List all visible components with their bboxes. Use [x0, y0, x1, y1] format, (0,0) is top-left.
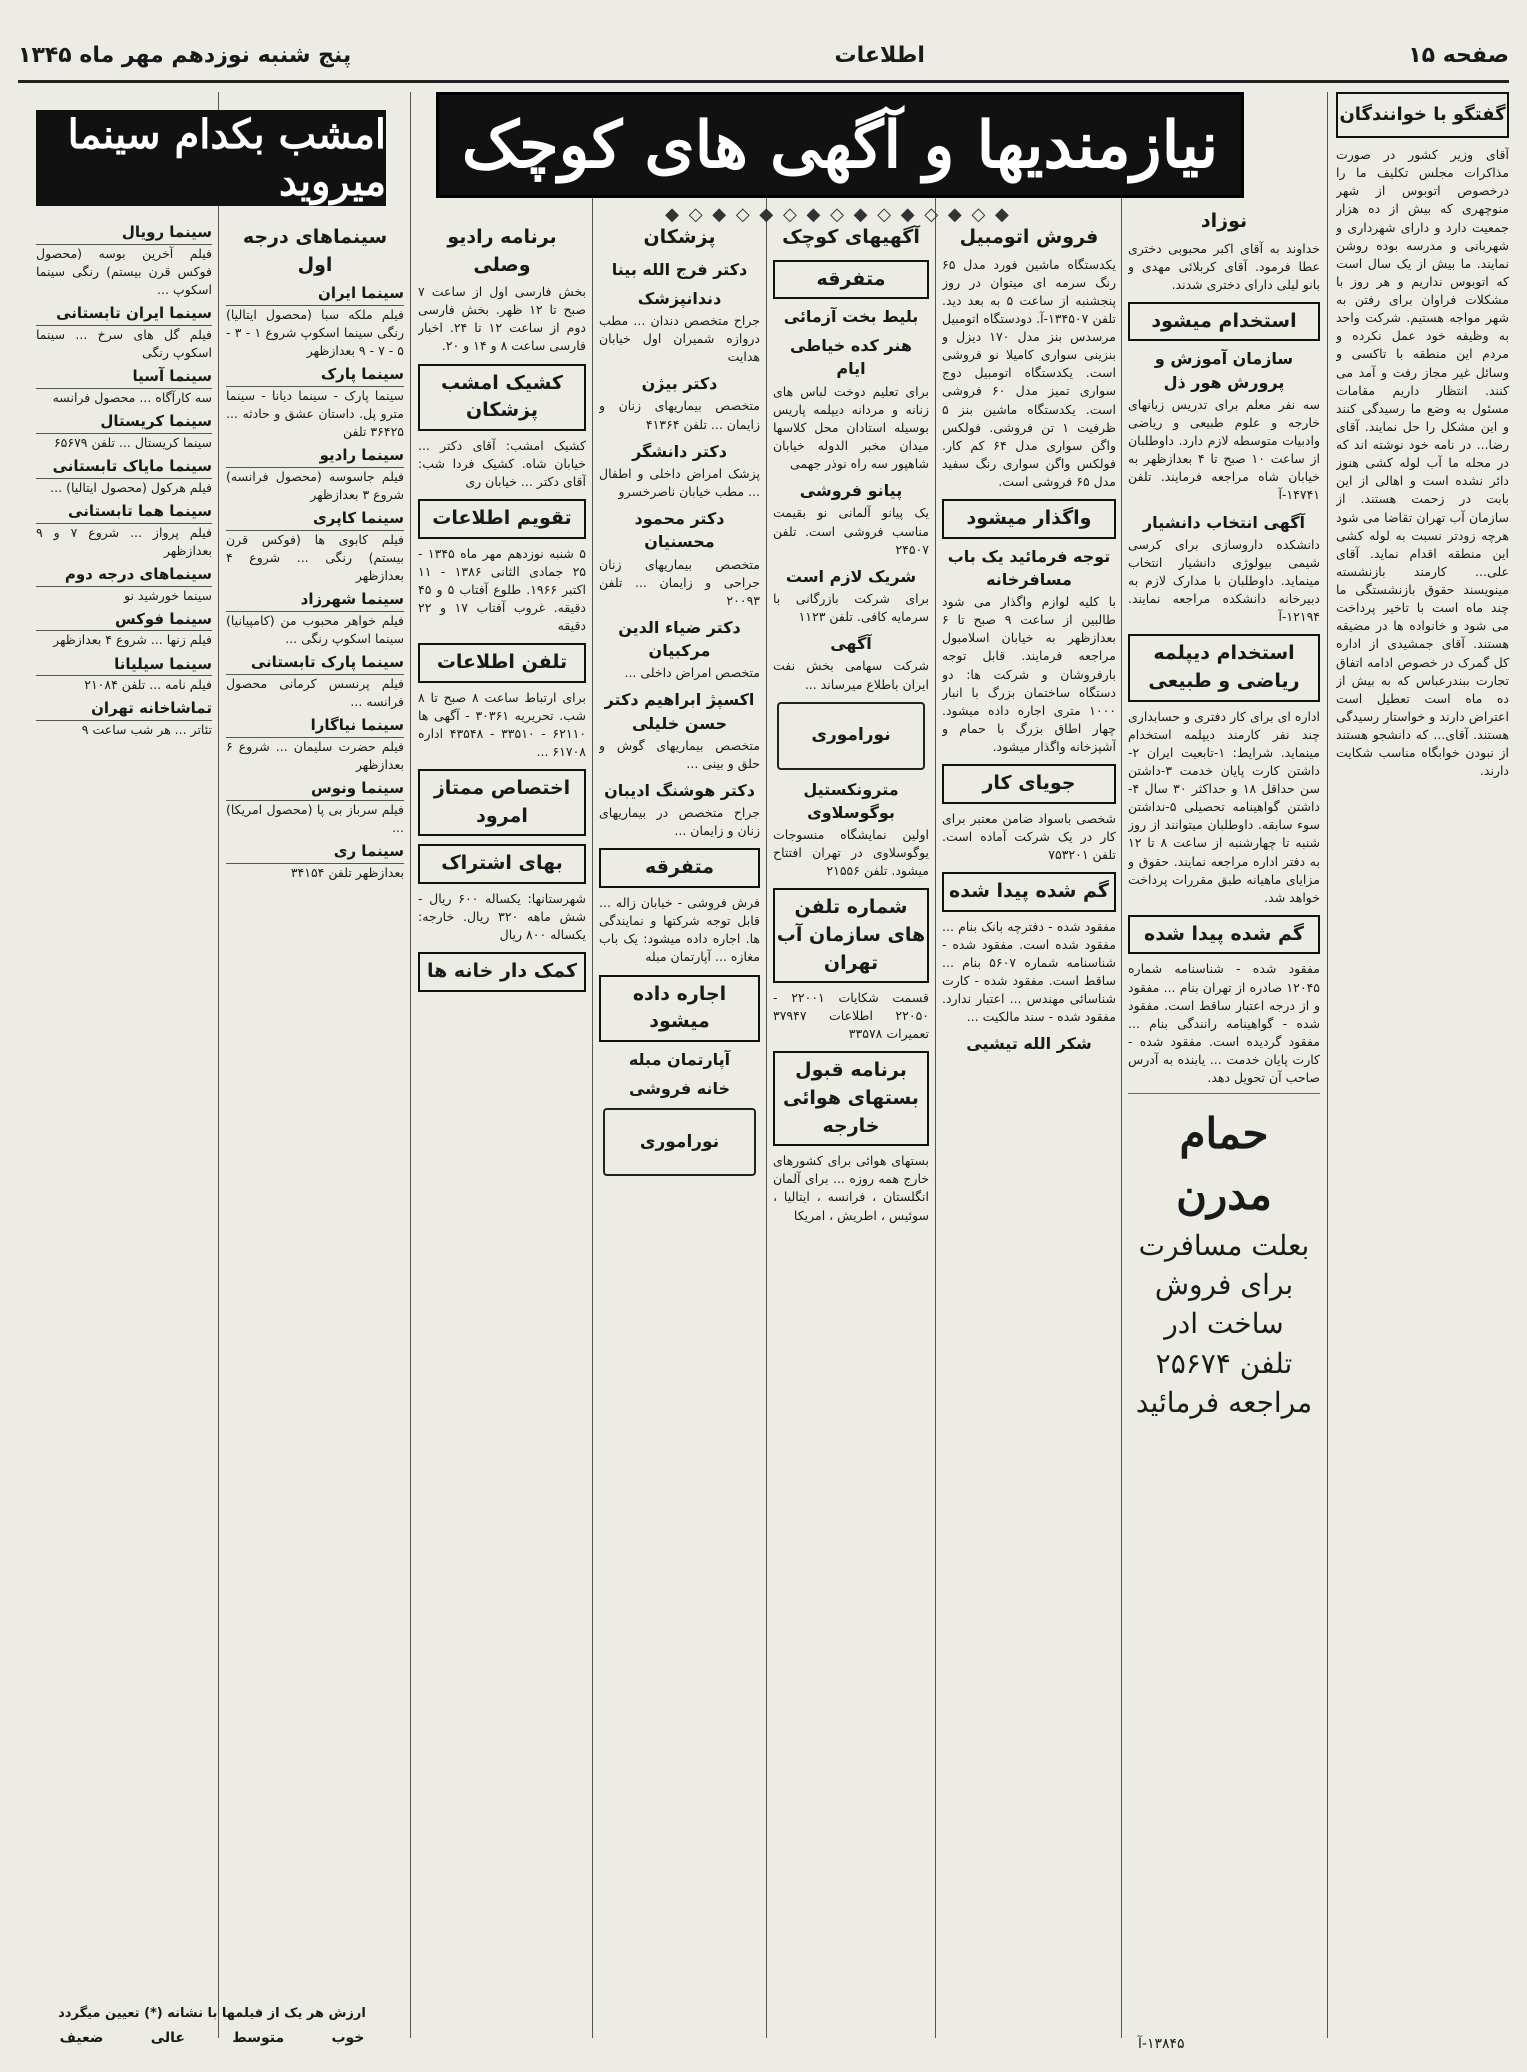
column-rule — [218, 92, 219, 2038]
cinema-text: سینما پارک - سینما دیانا - سینما مترو پل. داستان عشق و حادثه ... ۳۶۴۲۵ تلفن — [226, 387, 404, 440]
doctor-name: دکتر ضیاء الدین مرکبیان — [618, 617, 741, 661]
cinema-name: سینما نیاگارا — [226, 715, 404, 738]
job-seeking-title: جویای کار — [942, 764, 1116, 804]
footer-code: ۱۳۸۴۵-آ — [1138, 2036, 1185, 2052]
cinema-entry — [226, 283, 404, 360]
water-phones-title: شماره تلفن های سازمان آب تهران — [773, 888, 929, 983]
cinema-name: سینما ایران تابستانی — [36, 303, 212, 326]
doctor-text: متخصص بیماریهای زنان جراحی و زایمان ... تلفن ۲۰۰۹۳ — [599, 556, 760, 608]
doctor-name: دکتر بیژن — [641, 374, 718, 394]
cars-text: یکدستگاه ماشین فورد مدل ۶۵ رنگ سرمه ای میتوان در روز پنجشنبه از ساعت ۵ به بعد دید. تلفن ۱۳۴۵۰۷-آ. دودستگاه اتومبیل مرسدس بنز مدل ۱۷۰ دیزل و بنزینی سواری کامیلا نو فروشی است. یکدستگاه اتومبیل دوج سواری تمیز مدل ۶۰ فروشی است. یکدستگاه ماشین بنز ۵ ظرفیت ۱ تن فروشی. فولکس واگن سواری مدل ۶۴ کم کار. فولکس واگن سواری رنگ سفید مدل ۶۵ فروشی است. — [942, 256, 1116, 490]
calendar-text: ۵ شنبه نوزدهم مهر ماه ۱۳۴۵ - ۲۵ جمادی الثانی ۱۳۸۶ - ۱۱ اکتبر ۱۹۶۶. طلوع آفتاب ۵ و ۴۵ دقیقه. غروب آفتاب ۱۷ و ۲۲ دقیقه — [418, 545, 586, 634]
rating-scale — [36, 2030, 388, 2052]
rent2-title: اجاره داده میشود — [599, 975, 760, 1042]
cinemas-column-2 — [36, 218, 212, 1998]
airmail-title: برنامه قبول بستهای هوائی خارجه — [773, 1051, 929, 1146]
cinema-text: فیلم زنها ... شروع ۴ بعدازظهر — [53, 632, 212, 648]
cinema-name: سینماهای درجه دوم — [36, 564, 212, 587]
doctor-name: دکتر فرج الله بینا — [611, 259, 748, 279]
small-ads-column — [773, 218, 929, 2038]
cinema-name: سینما پارک تابستانی — [226, 652, 404, 675]
cinema-entry — [226, 508, 404, 585]
readers-column — [1336, 92, 1509, 2038]
cinema-entry — [226, 589, 404, 648]
signature: شکر الله تیشیی — [966, 1034, 1092, 1054]
tailor-text: برای تعلیم دوخت لباس های زنانه و مردانه دیپلمه پاریس بوسیله استادان محل کلاسها میدان مخبر الدوله خیابان شاهپور سه راه نوذر جهمی — [773, 383, 929, 472]
rating-legend: ارزش هر یک از فیلمها با نشانه (*) تعیین میگردد — [58, 2006, 366, 2021]
cinema-text: فیلم نامه ... تلفن ۲۱۰۸۴ — [84, 677, 212, 693]
rent-subtitle: توجه فرمائید یک باب مسافرخانه — [947, 546, 1111, 589]
employment-3-title: استخدام دیپلمه ریاضی و طبیعی — [1128, 634, 1320, 701]
readers-text: آقای وزیر کشور در صورت مذاکرات مجلس تکلیف ما را درخصوص اتوبوس از شهر منوچهری که بیش از ده هزار جمعیت دارد و دارای شهرداری و شهربانی و مدرسه بوده روشن نمایند. ما بیش از یک سال است که اتوبوس نداریم و هر روز با مشکلات فراوان برای رفتن به شهر مواجه هستیم. شرکت واحد به وظیفه خود عمل نکرده و مردم این منطقه با تاکسی و وسائل غیر مجاز رفت و آمد می کنند. انتظار داریم مقامات مسئول به وضع ما رسیدگی کنند و این مشکل را حل نمایند. آقای رضا... در نامه خود نوشته اند که در محله ما آب لوله کشی هنوز دائر نشده است و اهالی از این بابت در زحمت هستند. از سازمان آب تهران تقاضا می شود هرچه زودتر نسبت به لوله کشی این منطقه اقدام نماید. آقای علی... کارمند بازنشسته مینویسند حقوق بازنشستگی ما چند ماه است با تاخیر پرداخت می شود و خانواده ها در مضیقه هستند. آقای جمشیدی از اداره کل گمرک در خصوص ادامه اتفاق تجارت ببندرعباس که به بیش از ده ماه است تعطیل است اعتراض دارند و خواستار رسیدگی هستند. آقای... که دانشجو هستند از نبودن خوابگاه مناسب شکایت دارند. — [1336, 147, 1509, 779]
tonight-cinema-banner: امشب بکدام سینما میروید — [36, 110, 386, 206]
cinema-name: سینما هما تابستانی — [36, 501, 212, 524]
cinema-text: سینما خورشید نو — [124, 587, 212, 603]
furnished-apartment: آپارتمان مبله — [628, 1049, 731, 1069]
doctor-name: دکتر محمود محسنیان — [634, 509, 725, 552]
doctor-text: جراح متخصص دندان ... مطب دروازه شمیران اول خیابان هدایت — [599, 312, 760, 365]
cinema-entry — [36, 366, 212, 407]
employment-2-text: دانشکده داروسازی برای کرسی شیمی بیولوژی دانشیار انتخاب مینماید. داوطلبان با مدارک لازم به دبیرخانه دانشکده مراجعه نمایند. ۱۲۱۹۴-آ — [1128, 536, 1320, 625]
house-sale-title: خانه فروشی — [628, 1078, 731, 1098]
partner-title: شریک لازم است — [785, 566, 917, 586]
cinema-name: سینما آسیا — [36, 366, 212, 389]
cinema-text: فیلم ملکه سبا (محصول ایتالیا) رنگی سینما اسکوپ شروع ۱ - ۳ - ۵ - ۷ - ۹ بعدازظهر — [226, 306, 404, 359]
cinema-text: فیلم آخرین بوسه (محصول فوکس قرن بیستم) رنگی سینما اسکوپ ... — [36, 245, 212, 297]
notice-title: آگهی — [830, 634, 872, 654]
rating-label: متوسط — [232, 2030, 285, 2046]
column-rule — [410, 92, 411, 2038]
bath-ad-title: حمام مدرن — [1176, 1109, 1272, 1220]
column-rule — [592, 92, 593, 2038]
brand-logo: نوراموری — [777, 702, 925, 770]
doctor-text: متخصص بیماریهای زنان و زایمان ... تلفن ۴۱۳۶۴ — [599, 398, 760, 432]
column-rule — [1327, 92, 1328, 2038]
bath-ad-text: بعلت مسافرت برای فروش ساخت ادر — [1138, 1229, 1310, 1341]
pharmacy-title: کشیک امشب پزشکان — [418, 364, 586, 431]
cinema-entry — [36, 654, 212, 695]
cinema-entry — [36, 222, 212, 299]
cinema-text: فیلم گل های سرخ ... سینما اسکوپ رنگی — [36, 326, 212, 360]
cinema-entry — [226, 652, 404, 711]
brand-logo: نوراموری — [603, 1108, 756, 1176]
cinema-name: سینما پارک — [226, 364, 404, 387]
cinema-entry — [226, 778, 404, 837]
cinemas-title: سینماهای درجه اول — [242, 226, 388, 276]
cinema-text: فیلم هرکول (محصول ایتالیا) ... — [50, 479, 212, 495]
cinema-name: سینما شهرزاد — [226, 589, 404, 612]
misc-title: متفرقه — [773, 260, 929, 300]
lottery-title: بلیط بخت آزمائی — [783, 307, 919, 327]
doctor-name: دکتر هوشنگ ادیبان — [604, 781, 755, 801]
radio-text: بخش فارسی اول از ساعت ۷ صبح تا ۱۲ ظهر. بخش فارسی دوم از ساعت ۱۲ تا ۲۴. اخبار فارسی ساعت ۸ و ۱۴ و ۲۰. — [418, 284, 586, 354]
cinema-text: فیلم خواهر محبوب من (کامپیانیا) سینما اسکوپ رنگی ... — [226, 613, 404, 647]
cinema-text: فیلم پرنسس کرمانی محصول فرانسه ... — [226, 676, 404, 710]
radio-title: برنامه رادیو وصلی — [447, 226, 557, 276]
doctor-name: اکسپژ ابراهیم دکتر حسن خلیلی — [604, 690, 755, 733]
column-rule — [766, 92, 767, 2038]
lost-found-title: گم شده پیدا شده — [1128, 915, 1320, 955]
doctors-title: پزشکان — [643, 226, 716, 248]
cinema-name: سینما رویال — [36, 222, 212, 245]
doctor-text: پزشک امراض داخلی و اطفال ... مطب خیابان ناصرخسرو — [599, 465, 760, 500]
misc-title-2: متفرقه — [599, 848, 760, 888]
header-rule — [18, 80, 1509, 83]
cars-column — [942, 218, 1116, 2038]
cinema-entry — [36, 609, 212, 650]
column-rule — [935, 92, 936, 2038]
rating-label: خوب — [331, 2030, 365, 2046]
cinema-entry — [226, 364, 404, 441]
cinema-text: فیلم کابوی ها (فوکس قرن بیستم) رنگی ... شروع ۴ بعدازظهر — [226, 532, 404, 584]
births-text: خداوند به آقای اکبر محبوبی دختری عطا فرمود. آقای کربلائی مهدی و بانو لیلی دارای دختری شدند. — [1128, 240, 1320, 292]
cinema-name: سینما ونوس — [226, 778, 404, 801]
employment-1-text: سه نفر معلم برای تدریس زبانهای خارجه و علوم طبیعی و ریاضی وادبیات متوسطه لازم دارد. داوطلبان از ساعت ۱۰ صبح تا ۴ بعدازظهر به خیابان شاه مراجعه فرمایند. تلفن ۱۴۷۴۱-آ — [1128, 396, 1320, 503]
readers-title: گفتگو با خوانندگان — [1336, 92, 1509, 138]
cinema-entry — [36, 303, 212, 362]
rating-label: ضعیف — [59, 2030, 104, 2046]
cinema-text: فیلم حضرت سلیمان ... شروع ۶ بعدازظهر — [226, 739, 404, 773]
cinema-name: سینما ایران — [226, 283, 404, 306]
cinema-text: فیلم پرواز ... شروع ۷ و ۹ بعدازظهر — [36, 524, 212, 558]
cinema-entry — [36, 501, 212, 560]
small-ads-title: آگهیهای کوچک — [782, 226, 920, 248]
cinema-entry — [226, 841, 404, 882]
piano-title: پیانو فروشی — [799, 481, 903, 501]
doctors-column — [599, 218, 760, 2038]
water-phones-text: قسمت شکایات ۲۲۰۰۱ - ۲۲۰۵۰ اطلاعات ۳۷۹۴۷ تعمیرات ۳۳۵۷۸ — [773, 990, 929, 1042]
cinema-text: سینما کریستال ... تلفن ۶۵۶۷۹ — [53, 434, 212, 450]
births-title: نوزاد — [1200, 210, 1248, 232]
notice-text: شرکت سهامی بخش نفت ایران باطلاع میرساند ... — [773, 658, 929, 692]
newspaper-name: اطلاعات — [834, 42, 925, 68]
airmail-text: بستهای هوائی برای کشورهای خارج همه روزه ... برای آلمان انگلستان ، فرانسه ، ایتالیا ، سوئیس ، اطریش ، امریکا — [773, 1153, 929, 1223]
lost-found-title-2: گم شده پیدا شده — [942, 872, 1116, 912]
cinema-name: سینما رادیو — [226, 445, 404, 468]
cinema-text: بعدازظهر تلفن ۳۴۱۵۴ — [290, 865, 404, 881]
issue-date: پنج شنبه نوزدهم مهر ماه ۱۳۴۵ — [18, 42, 352, 68]
banner-ornament: ◆ ◇ ◆ ◇ ◆ ◇ ◆ ◇ ◆ ◇ ◆ ◇ ◆ ◇ ◆ — [665, 204, 1011, 225]
houses-title: کمک دار خانه ها — [418, 952, 586, 992]
cinema-name: سینما فوکس — [36, 609, 212, 632]
cinema-text: فیلم جاسوسه (محصول فرانسه) شروع ۳ بعدازظهر — [226, 469, 404, 503]
pharmacy-text: کشیک امشب: آقای دکتر ... خیابان شاه. کشیک فردا شب: آقای دکتر ... خیابان ری — [418, 437, 586, 489]
partner-text: برای شرکت بازرگانی با سرمایه کافی. تلفن ۱۱۲۳ — [773, 591, 929, 625]
cinema-name: سینما کاپری — [226, 508, 404, 531]
textile-title: مترونکستیل بوگوسلاوی — [803, 779, 899, 822]
classifieds-banner: نیازمندیها و آگهی های کوچک — [436, 92, 1244, 198]
employment-2-title: آگهی انتخاب دانشیار — [1142, 512, 1306, 532]
rent-text: با کلیه لوازم واگذار می شود طالبین از ساعت ۹ صبح تا ۶ بعدازظهر به خیابان اسلامبول مراجعه فرمایند. قابل توجه بارفروشان و شرکت ها: دو دستگاه ساختمان بزرگ با انبار ۱۰۰۰ متری اجاره داده میشود. چهار اطاق بزرگ با حمام و آشپزخانه واگذار میشود. — [942, 594, 1116, 755]
rent-title: واگذار میشود — [942, 499, 1116, 539]
job-seeking-text: شخصی باسواد ضامن معتبر برای کار در یک شرکت آماده است. تلفن ۷۵۳۲۰۱ — [942, 810, 1116, 863]
radio-calendar-column — [418, 218, 586, 2038]
rating-label: عالی — [150, 2030, 185, 2046]
page-header — [18, 38, 1509, 72]
cinema-entry — [226, 445, 404, 504]
cinema-text: فیلم سرباز بی پا (محصول امریکا) ... — [226, 802, 404, 836]
bath-ad-phone: تلفن ۲۵۶۷۴ — [1155, 1346, 1293, 1380]
cinema-entry — [36, 698, 212, 739]
cinema-entry — [36, 564, 212, 605]
page-number: صفحه ۱۵ — [1408, 42, 1509, 68]
textile-text: اولین نمایشگاه منسوجات یوگوسلاوی در تهران افتتاح میشود. تلفن ۲۱۵۵۶ — [773, 827, 929, 879]
special-title: اختصاص ممتاز امرود — [418, 769, 586, 836]
column-rule — [1121, 92, 1122, 2038]
lost-found-text: مفقود شده - شناسنامه شماره ۱۲۰۴۵ صادره از تهران بنام ... مفقود و از درجه اعتبار ساقط است. مفقود شده - گواهینامه رانندگی بنام ... مفقود گردیده است. مفقود شده - کارت پایان خدمت ... یابنده به آدرس صاحب آن تحویل دهد. — [1128, 961, 1320, 1086]
doctor-text: جراح متخصص در بیماریهای زنان و زایمان ... — [599, 805, 760, 839]
bath-ad-foot: مراجعه فرمائید — [1135, 1385, 1313, 1419]
doctor-text: متخصص امراض داخلی ... — [624, 665, 760, 681]
piano-text: یک پیانو آلمانی نو بقیمت مناسب فروشی است. تلفن ۲۴۵۰۷ — [773, 505, 929, 557]
cinema-name: سینما سیلیانا — [36, 654, 212, 677]
cars-title: فروش اتومبیل — [959, 226, 1099, 248]
cinema-name: سینما کریستال — [36, 411, 212, 434]
lost-found-text-2: مفقود شده - دفترچه بانک بنام ... مفقود شده است. مفقود شده - شناسنامه شماره ۵۶۰۷ بنام ... ساقط است. مفقود شده - کارت شناسائی مهندس ... اعتبار ندارد. مفقود شده - سند مالکیت ... — [942, 918, 1116, 1025]
cinema-text: سه کارآگاه ... محصول فرانسه — [52, 389, 212, 405]
employment-3-text: اداره ای برای کار دفتری و حسابداری چند نفر کارمند دیپلمه استخدام مینماید. شرایط: ۱-تابعیت ایران ۲-داشتن کارت پایان خدمت ۳-داشتن سن حداقل ۱۸ و حداکثر ۳۰ سال ۴-داشتن گواهینامه تحصیلی ۵-نداشتن سوء سابقه. داوطلبان میتوانند از روز شنبه تا چهارشنبه از ساعت ۸ تا ۱۲ به دفتر اداره مراجعه نمایند. حقوق و مزایای ماهیانه طبق مقررات پرداخت خواهد شد. — [1128, 708, 1320, 905]
cinema-entry — [36, 456, 212, 497]
cinema-name: سینما مایاک تابستانی — [36, 456, 212, 479]
cinemas-column-1 — [226, 218, 404, 1998]
cinema-entry — [226, 715, 404, 774]
misc-text: فرش فروشی - خیابان زاله ... قابل توجه شرکتها و نمایندگی ها. اجاره داده میشود: یک باب مغازه ... آپارتمان مبله — [599, 895, 760, 965]
births-employment-column — [1128, 202, 1320, 2038]
divider — [1128, 1093, 1320, 1094]
doctor-text: متخصص بیماریهای گوش و حلق و بینی ... — [599, 737, 760, 771]
doctor-name: دکتر دانشگر — [632, 441, 727, 461]
cinema-name: تماشاخانه تهران — [36, 698, 212, 721]
tailor-title: هنر کده خیاطی ایام — [789, 336, 913, 379]
cinema-entry — [36, 411, 212, 452]
employment-title: استخدام میشود — [1128, 302, 1320, 342]
calendar-title: تقویم اطلاعات — [418, 499, 586, 539]
subscription-title: بهای اشتراک — [418, 844, 586, 884]
phones-text: برای ارتباط ساعت ۸ صبح تا ۸ شب. تحریریه ۳۰۳۶۱ - آگهی ها ۶۲۱۱۰ - ۳۳۵۱۰ - ۴۳۵۴۸ اداره ۶۱۷۰۸ ... — [418, 689, 586, 760]
newspaper-page — [18, 18, 1509, 2058]
employment-1-title: سازمان آموزش و پرورش هور ذل — [1154, 349, 1294, 392]
subscription-text: شهرستانها: یکساله ۶۰۰ ریال - شش ماهه ۳۲۰ ریال. خارجه: یکساله ۸۰۰ ریال — [418, 890, 586, 943]
doctor-specialty: دندانپزشک — [637, 288, 722, 308]
cinema-text: تئاتر ... هر شب ساعت ۹ — [81, 722, 212, 738]
phones-title: تلفن اطلاعات — [418, 643, 586, 683]
cinema-name: سینما ری — [226, 841, 404, 864]
